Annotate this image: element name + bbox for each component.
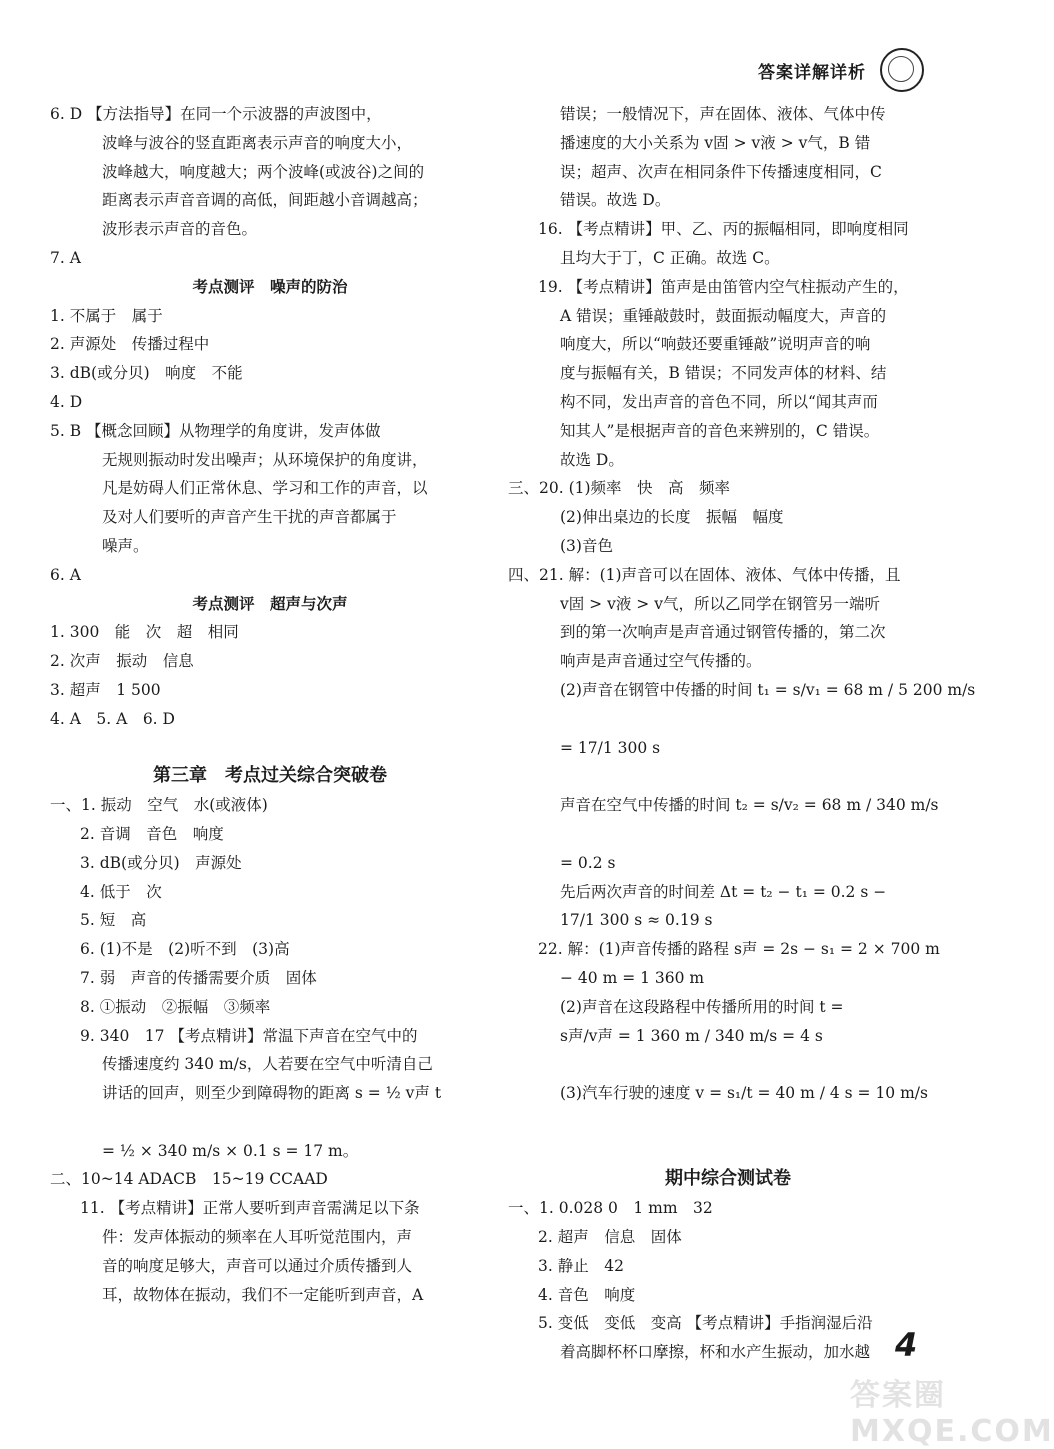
left-line: 二、10~14 ADACB 15~19 CCAAD bbox=[50, 1170, 328, 1189]
left-line: = ½ × 340 m/s × 0.1 s = 17 m。 bbox=[102, 1141, 359, 1160]
left-line: 6. (1)不是 (2)听不到 (3)高 bbox=[80, 940, 290, 959]
left-line: 4. D bbox=[50, 392, 83, 411]
right-line: A 错误；重锤敲鼓时，鼓面振动幅度大，声音的 bbox=[560, 306, 887, 325]
left-line: 3. dB(或分贝) 响度 不能 bbox=[50, 364, 243, 383]
right-line bbox=[508, 705, 948, 734]
left-line: 4. A 5. A 6. D bbox=[50, 709, 175, 728]
right-line: 且均大于丁，C 正确。故选 C。 bbox=[560, 248, 780, 267]
right-line: − 40 m = 1 360 m bbox=[560, 968, 705, 987]
left-line: 音的响度足够大，声音可以通过介质传播到人 bbox=[102, 1256, 413, 1275]
right-line: (2)声音在这段路程中传播所用的时间 t = bbox=[560, 997, 844, 1016]
left-line: 7. 弱 声音的传播需要介质 固体 bbox=[80, 968, 317, 987]
left-line: 1. 不属于 属于 bbox=[50, 306, 163, 325]
left-line bbox=[50, 1108, 490, 1137]
publisher-logo-icon bbox=[880, 48, 924, 92]
right-line: 5. 变低 变低 变高 【考点精讲】手指润湿后沿 bbox=[538, 1314, 873, 1333]
right-line: 先后两次声音的时间差 Δt = t₂ − t₁ = 0.2 s − bbox=[560, 882, 887, 901]
right-column bbox=[508, 100, 976, 1367]
right-line: (3)音色 bbox=[560, 536, 613, 555]
watermark: 答案圈 MXQE.COM bbox=[850, 1378, 1054, 1449]
right-line: 16. 【考点精讲】甲、乙、丙的振幅相同，即响度相同 bbox=[538, 220, 909, 239]
right-line: = 0.2 s bbox=[560, 853, 616, 872]
left-line: 4. 低于 次 bbox=[80, 882, 162, 901]
right-line: s声/v声 = 1 360 m / 340 m/s = 4 s bbox=[560, 1026, 823, 1045]
right-line: 度与振幅有关，B 错误；不同发声体的材料、结 bbox=[560, 364, 887, 383]
left-line: 考点测评 超声与次声 bbox=[192, 594, 348, 613]
right-line: 19. 【考点精讲】笛声是由笛管内空气柱振动产生的， bbox=[538, 277, 909, 296]
right-line bbox=[508, 762, 948, 791]
left-line: 6. D 【方法指导】在同一个示波器的声波图中， bbox=[50, 105, 382, 123]
right-line: (3)汽车行驶的速度 v = s₁/t = 40 m / 4 s = 10 m/s bbox=[560, 1084, 928, 1103]
right-line bbox=[508, 1137, 948, 1166]
left-line: 波峰与波谷的竖直距离表示声音的响度大小， bbox=[102, 133, 413, 152]
right-line: 期中综合测试卷 bbox=[665, 1168, 791, 1190]
right-line: (2)声音在钢管中传播的时间 t₁ = s/v₁ = 68 m / 5 200 m/s bbox=[560, 680, 976, 699]
right-line: 构不同，发出声音的音色不同，所以“闻其声而 bbox=[560, 392, 878, 411]
right-line: 误；超声、次声在相同条件下传播速度相同，C bbox=[560, 162, 882, 181]
left-line: 距离表示声音音调的高低，间距越小音调越高； bbox=[102, 191, 428, 210]
left-line bbox=[50, 734, 490, 763]
right-line: 错误；一般情况下，声在固体、液体、气体中传 bbox=[560, 105, 886, 123]
left-line: 11. 【考点精讲】正常人要听到声音需满足以下条 bbox=[80, 1199, 420, 1218]
left-line: 及对人们要听的声音产生干扰的声音都属于 bbox=[102, 508, 397, 527]
left-line: 波形表示声音的音色。 bbox=[102, 220, 258, 239]
header-title: 答案详解详析 bbox=[758, 63, 866, 83]
left-line: 2. 声源处 传播过程中 bbox=[50, 335, 210, 354]
right-line: (2)伸出桌边的长度 振幅 幅度 bbox=[560, 508, 784, 527]
right-line: 着高脚杯杯口摩擦，杯和水产生振动，加水越 bbox=[560, 1343, 871, 1362]
left-line: 无规则振动时发出噪声；从环境保护的角度讲， bbox=[102, 450, 428, 469]
right-line: 故选 D。 bbox=[560, 450, 624, 469]
right-line: 四、21. 解：(1)声音可以在固体、液体、气体中传播，且 bbox=[508, 565, 901, 584]
right-line: 三、20. (1)频率 快 高 频率 bbox=[508, 479, 731, 498]
right-line: 响度大，所以“响鼓还要重锤敲”说明声音的响 bbox=[560, 335, 871, 354]
left-line: 第三章 考点过关综合突破卷 bbox=[153, 765, 387, 787]
page-number: 4 bbox=[895, 1326, 918, 1364]
left-line: 噪声。 bbox=[102, 536, 149, 555]
right-line bbox=[508, 1108, 948, 1137]
left-line: 1. 300 能 次 超 相同 bbox=[50, 623, 239, 642]
left-line: 耳，故物体在振动，我们不一定能听到声音，A bbox=[102, 1285, 424, 1304]
left-column bbox=[50, 100, 490, 1309]
right-line: 22. 解：(1)声音传播的路程 s声 = 2s − s₁ = 2 × 700 m bbox=[538, 940, 940, 959]
left-line: 2. 次声 振动 信息 bbox=[50, 652, 194, 671]
right-line: 播速度的大小关系为 v固 > v液 > v气，B 错 bbox=[560, 133, 871, 152]
left-line: 5. 短 高 bbox=[80, 911, 147, 930]
right-line: v固 > v液 > v气，所以乙同学在钢管另一端听 bbox=[560, 594, 880, 613]
right-line: 响声是声音通过空气传播的。 bbox=[560, 652, 762, 671]
right-line: 到的第一次响声是声音通过钢管传播的，第二次 bbox=[560, 623, 886, 642]
left-line: 讲话的回声，则至少到障碍物的距离 s = ½ v声 t bbox=[102, 1084, 442, 1103]
right-line bbox=[508, 820, 948, 849]
right-line: 声音在空气中传播的时间 t₂ = s/v₂ = 68 m / 340 m/s bbox=[560, 796, 939, 815]
right-line: 17/1 300 s ≈ 0.19 s bbox=[560, 911, 713, 930]
right-line: 知其人”是根据声音的音色来辨别的，C 错误。 bbox=[560, 421, 880, 440]
left-line: 考点测评 噪声的防治 bbox=[192, 277, 348, 296]
left-line: 7. A bbox=[50, 248, 81, 267]
left-line: 8. ①振动 ②振幅 ③频率 bbox=[80, 997, 271, 1016]
right-line: 4. 音色 响度 bbox=[538, 1285, 636, 1304]
left-line: 3. dB(或分贝) 声源处 bbox=[80, 853, 242, 872]
right-line: 3. 静止 42 bbox=[538, 1256, 624, 1275]
left-line: 5. B 【概念回顾】从物理学的角度讲，发声体做 bbox=[50, 421, 381, 440]
left-line: 6. A bbox=[50, 565, 81, 584]
right-line: 错误。故选 D。 bbox=[560, 191, 671, 210]
right-line bbox=[508, 1050, 948, 1079]
left-line: 件：发声体振动的频率在人耳听觉范围内，声 bbox=[102, 1228, 413, 1247]
right-line: = 17/1 300 s bbox=[560, 738, 661, 757]
left-line: 凡是妨碍人们正常休息、学习和工作的声音，以 bbox=[102, 479, 428, 498]
left-line: 3. 超声 1 500 bbox=[50, 680, 161, 699]
left-line: 波峰越大，响度越大；两个波峰(或波谷)之间的 bbox=[102, 162, 425, 181]
left-line: 9. 340 17 【考点精讲】常温下声音在空气中的 bbox=[80, 1026, 418, 1045]
right-line: 2. 超声 信息 固体 bbox=[538, 1228, 682, 1247]
left-line: 一、1. 振动 空气 水(或液体) bbox=[50, 796, 268, 815]
left-line: 传播速度约 340 m/s，人若要在空气中听清自己 bbox=[102, 1055, 433, 1074]
left-line: 2. 音调 音色 响度 bbox=[80, 824, 224, 843]
right-line: 一、1. 0.028 0 1 mm 32 bbox=[508, 1199, 713, 1218]
